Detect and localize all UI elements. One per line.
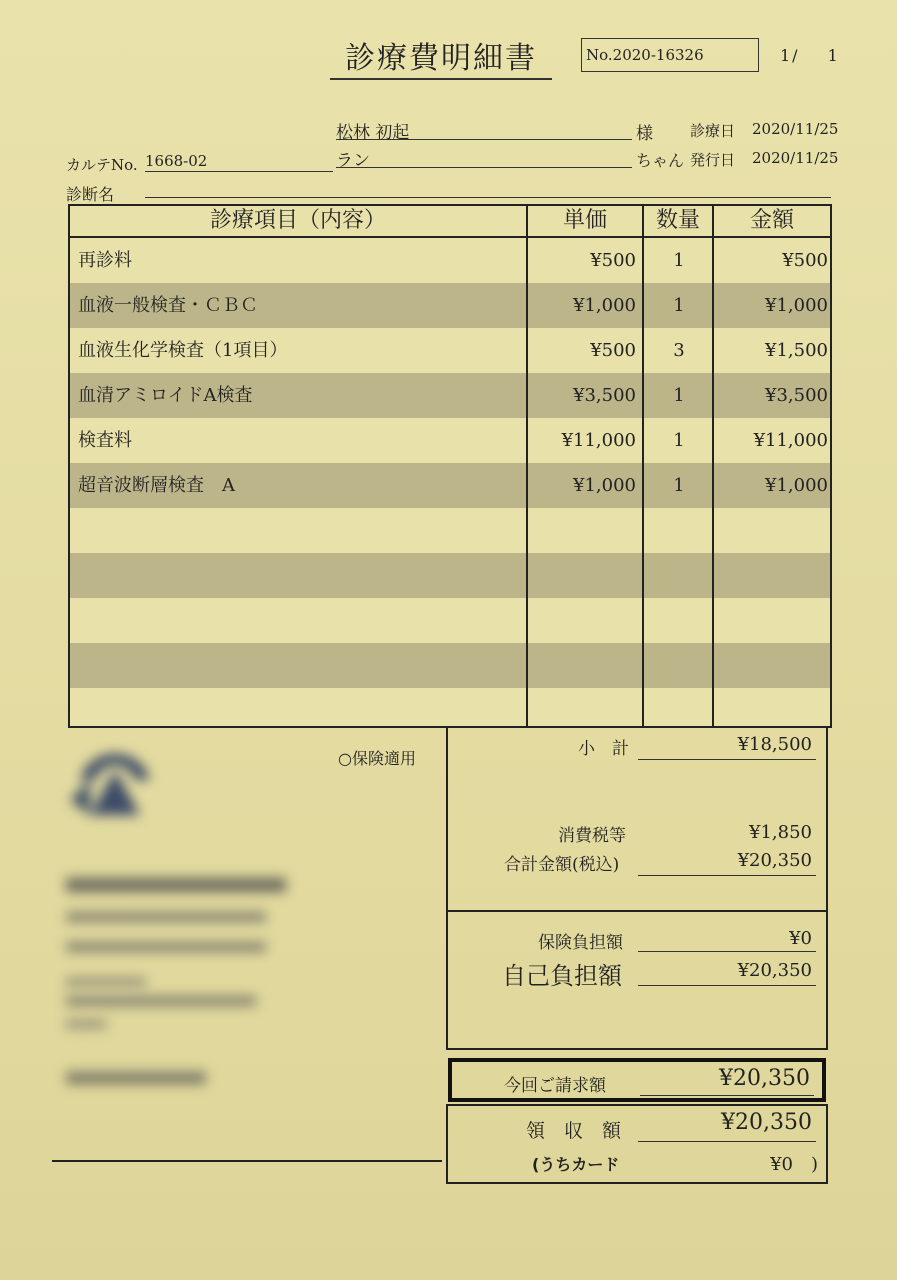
clinic-logo [70,740,160,820]
header-unit-price: 単価 [562,208,607,233]
table-row-empty [70,688,830,728]
table-row-empty [70,643,830,688]
billed-value: ¥20,350 [719,1066,810,1091]
table-header [70,206,830,238]
visit-date-label: 診療日 [690,122,736,140]
self-pay-value: ¥20,350 [737,960,812,981]
table-row-empty [70,553,830,598]
table-row [70,463,830,508]
clinic-info-redacted [66,912,266,922]
row-qty: 1 [673,295,685,316]
row-price: ¥11,000 [561,430,636,451]
card-value: ¥0 ) [770,1154,818,1175]
subtotal-underline [638,758,816,760]
clinic-name-redacted [66,878,286,892]
row-item: 血液一般検査・ＣＢＣ [78,295,258,316]
clinic-info-redacted [66,978,146,986]
owner-name: 松林 初起 [336,123,410,143]
column-divider [526,206,528,726]
column-divider [642,206,644,726]
row-qty: 3 [673,340,685,361]
subtotal-value: ¥18,500 [737,734,812,755]
owner-suffix: 様 [636,124,653,144]
row-amount: ¥1,500 [765,340,828,361]
clinic-info-redacted [66,942,266,952]
subtotal-box [446,726,828,912]
row-price: ¥500 [590,250,636,271]
row-item: 血清アミロイドA検査 [78,385,253,406]
insurance-box [446,910,828,1050]
received-box [446,1104,828,1184]
billed-box [448,1058,826,1102]
header-item: 診療項目（内容） [209,208,386,233]
row-amount: ¥500 [782,250,828,271]
table-row [70,238,830,283]
row-amount: ¥11,000 [753,430,828,451]
row-amount: ¥1,000 [765,295,828,316]
issue-date: 2020/11/25 [752,149,839,167]
row-item: 検査料 [78,430,132,451]
total-value: ¥20,350 [737,850,812,871]
chart-number: 1668-02 [145,152,208,170]
insurance-note: ○保険適用 [338,749,416,768]
pet-name: ラン [336,151,370,171]
row-item: 血液生化学検査（1項目） [78,340,288,361]
received-label: 領 収 額 [526,1120,622,1142]
chart-label: カルテNo. [66,156,138,174]
insurance-label: 保険負担額 [538,933,623,953]
pet-suffix: ちゃん [636,151,685,170]
header-quantity: 数量 [655,208,700,233]
row-amount: ¥1,000 [765,475,828,496]
visit-date: 2020/11/25 [752,120,839,138]
clinic-info-redacted [66,996,256,1006]
row-item: 再診料 [78,250,132,271]
subtotal-label: 小 計 [578,739,629,759]
insurance-underline [638,950,816,952]
header-amount: 金額 [749,208,794,233]
tax-value: ¥1,850 [749,822,812,843]
table-row [70,328,830,373]
self-pay-label: 自己負担額 [502,962,622,990]
row-qty: 1 [673,250,685,271]
row-qty: 1 [673,475,685,496]
self-pay-underline [638,984,816,986]
billed-underline [640,1094,814,1096]
column-divider [712,206,714,726]
issue-date-label: 発行日 [690,151,736,169]
row-price: ¥500 [590,340,636,361]
diagnosis-line [145,196,831,198]
table-row-empty [70,598,830,643]
row-price: ¥3,500 [573,385,636,406]
page-total: 1 [827,46,840,65]
row-qty: 1 [673,385,685,406]
diagnosis-label: 診断名 [66,185,115,204]
row-price: ¥1,000 [573,475,636,496]
clinic-phone-redacted [66,1072,206,1084]
signature-line [52,1160,442,1162]
itemized-table [68,204,832,728]
row-item: 超音波断層検査 A [78,475,235,496]
total-underline [638,874,816,876]
chart-number-line [145,152,333,172]
row-price: ¥1,000 [573,295,636,316]
page-number: 1/ [780,46,800,65]
tax-label: 消費税等 [558,826,626,846]
insurance-value: ¥0 [789,928,812,949]
table-row [70,373,830,418]
page-indicator [780,46,840,65]
received-underline [638,1140,816,1142]
document-number: No.2020-16326 [581,38,759,72]
card-label: (うちカード [532,1155,620,1174]
clinic-info-redacted [66,1020,106,1028]
billed-label: 今回ご請求額 [504,1076,606,1096]
document-title: 診療費明細書 [330,42,552,80]
received-value: ¥20,350 [721,1110,812,1135]
table-row [70,283,830,328]
table-row [70,418,830,463]
table-row-empty [70,508,830,553]
row-qty: 1 [673,430,685,451]
row-amount: ¥3,500 [765,385,828,406]
owner-name-line [336,118,632,143]
total-label: 合計金額(税込) [504,855,620,875]
pet-name-line [336,146,632,171]
